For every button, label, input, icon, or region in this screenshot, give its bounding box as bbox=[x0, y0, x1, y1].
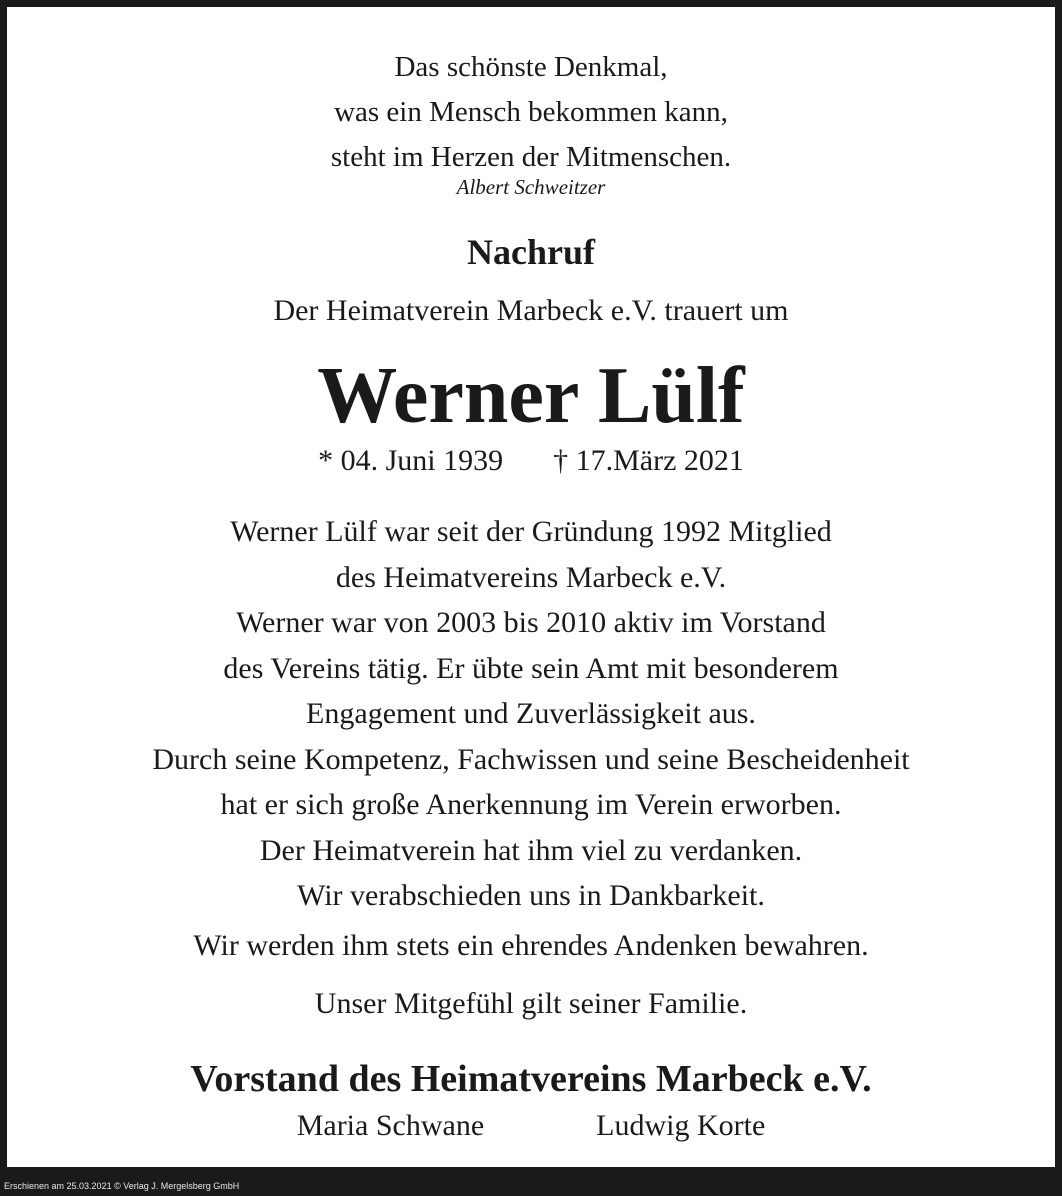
signer-name: Maria Schwane bbox=[296, 1109, 485, 1142]
death-date: † 17.März 2021 bbox=[553, 444, 744, 477]
body-line: Engagement und Zuverlässigkeit aus. bbox=[306, 697, 756, 730]
body-line: Der Heimatverein hat ihm viel zu verdanken. bbox=[259, 833, 803, 867]
quote-line: was ein Mensch bekommen kann, bbox=[334, 96, 728, 128]
obituary-card bbox=[7, 7, 1055, 1167]
publication-footer: Erschienen am 25.03.2021 © Verlag J. Mergelsberg GmbH bbox=[4, 1181, 240, 1191]
body-line: hat er sich große Anerkennung im Verein erworben. bbox=[220, 788, 842, 821]
body-line: Werner war von 2003 bis 2010 aktiv im Vorstand bbox=[236, 606, 826, 639]
heading: Nachruf bbox=[467, 232, 595, 272]
signature-names bbox=[7, 1109, 1055, 1143]
body-text bbox=[7, 509, 1055, 919]
quote bbox=[7, 45, 1055, 180]
remembrance-text: Wir werden ihm stets ein ehrendes Andenken bewahren. bbox=[193, 929, 869, 962]
body-line: des Heimatvereins Marbeck e.V. bbox=[335, 560, 727, 594]
birth-date: * 04. Juni 1939 bbox=[318, 444, 504, 477]
body-line: Durch seine Kompetenz, Fachwissen und seine Bescheidenheit bbox=[152, 742, 910, 776]
sympathy-text: Unser Mitgefühl gilt seiner Familie. bbox=[314, 987, 748, 1020]
signature-board: Vorstand des Heimatvereins Marbeck e.V. bbox=[190, 1058, 872, 1100]
body-line: Werner Lülf war seit der Gründung 1992 Mitglied bbox=[230, 515, 832, 548]
deceased-name: Werner Lülf bbox=[317, 352, 745, 440]
life-dates bbox=[7, 444, 1055, 478]
quote-author: Albert Schweitzer bbox=[456, 175, 606, 199]
quote-line: Das schönste Denkmal, bbox=[394, 51, 668, 83]
signer-name: Ludwig Korte bbox=[596, 1109, 766, 1142]
body-line: des Vereins tätig. Er übte sein Amt mit besonderem bbox=[223, 651, 839, 685]
quote-line: steht im Herzen der Mitmenschen. bbox=[330, 141, 732, 173]
body-line: Wir verabschieden uns in Dankbarkeit. bbox=[297, 879, 765, 912]
intro-text: Der Heimatverein Marbeck e.V. trauert um bbox=[273, 294, 789, 327]
